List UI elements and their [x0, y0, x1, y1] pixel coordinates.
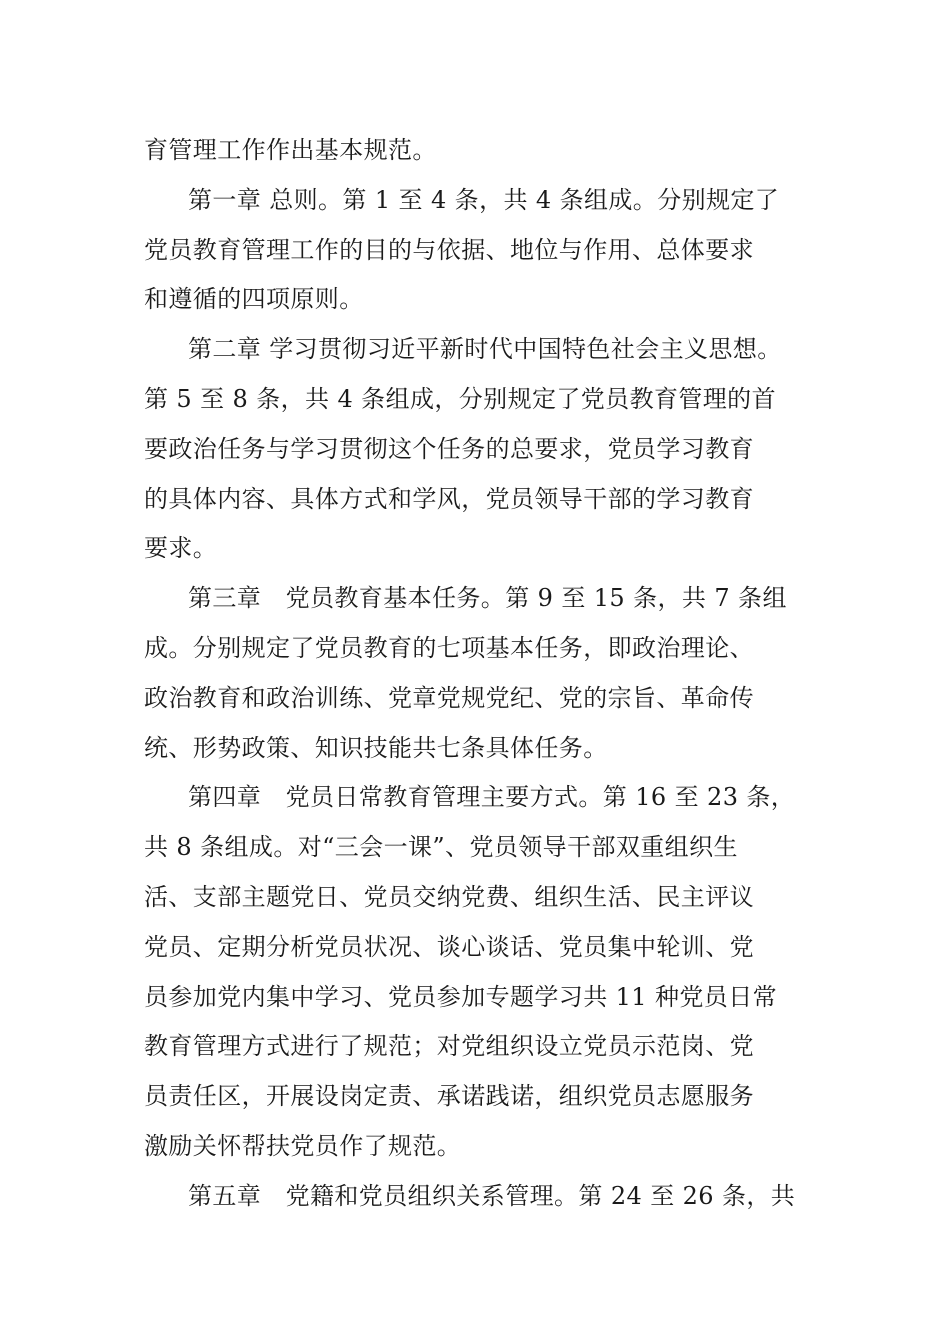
text-line: 统、形势政策、知识技能共七条具体任务。 [144, 733, 608, 762]
text-line: 的具体内容、具体方式和学风，党员领导干部的学习教育 [144, 484, 754, 513]
text-line: 第 5 至 8 条，共 4 条组成，分别规定了党员教育管理的首 [144, 384, 776, 413]
text-line: 和遵循的四项原则。 [144, 285, 364, 314]
text-line: 成。分别规定了党员教育的七项基本任务，即政治理论、 [144, 633, 754, 662]
text-line: 共 8 条组成。对“三会一课”、党员领导干部双重组织生 [144, 833, 738, 862]
chapter-1-heading-line: 第一章 总则。第 1 至 4 条，共 4 条组成。分别规定了 [188, 185, 780, 214]
text-line: 员责任区，开展设岗定责、承诺践诺，组织党员志愿服务 [144, 1082, 754, 1111]
text-line: 要求。 [144, 534, 218, 563]
chapter-2-heading-line: 第二章 学习贯彻习近平新时代中国特色社会主义思想。 [188, 335, 782, 364]
text-line: 要政治任务与学习贯彻这个任务的总要求，党员学习教育 [144, 434, 754, 463]
text-line: 党员教育管理工作的目的与依据、地位与作用、总体要求 [144, 235, 754, 264]
chapter-5-heading-line: 第五章 党籍和党员组织关系管理。第 24 至 26 条，共 [188, 1181, 796, 1210]
text-line: 激励关怀帮扶党员作了规范。 [144, 1131, 462, 1160]
chapter-4-heading-line: 第四章 党员日常教育管理主要方式。第 16 至 23 条， [188, 783, 796, 812]
text-line: 政治教育和政治训练、党章党规党纪、党的宗旨、革命传 [144, 683, 754, 712]
text-line: 育管理工作作出基本规范。 [144, 136, 437, 164]
text-line: 活、支部主题党日、党员交纳党费、组织生活、民主评议 [144, 882, 754, 911]
text-line: 党员、定期分析党员状况、谈心谈话、党员集中轮训、党 [144, 932, 754, 961]
text-line: 员参加党内集中学习、党员参加专题学习共 11 种党员日常 [144, 982, 777, 1011]
document-body [144, 126, 808, 1222]
chapter-3-heading-line: 第三章 党员教育基本任务。第 9 至 15 条，共 7 条组 [188, 584, 787, 613]
text-line: 教育管理方式进行了规范；对党组织设立党员示范岗、党 [144, 1032, 754, 1061]
